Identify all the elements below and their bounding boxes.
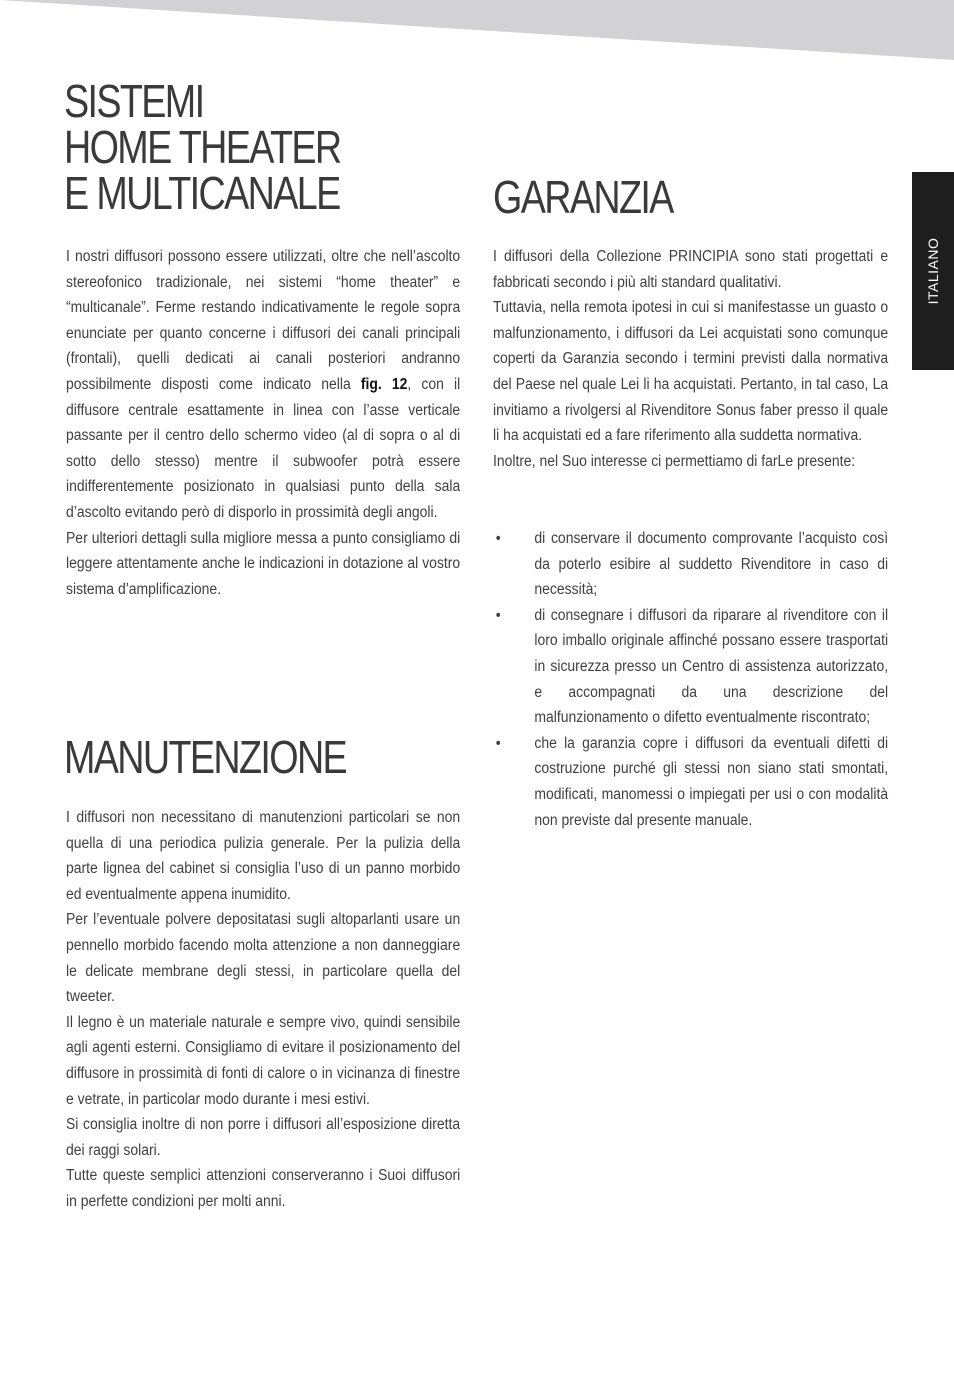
home-theater-body xyxy=(66,244,460,602)
figure-reference: fig. 12 xyxy=(360,375,408,393)
garanzia-paragraph: I diffusori della Collezione PRINCIPIA sono stati progettati e fabbricati secondo i più alti standard qualitativi. xyxy=(493,248,889,291)
language-tab-label: ITALIANO xyxy=(925,237,941,305)
paragraph-text: , con il diffusore centrale esattamente in linea con l’asse verticale passante per il centro dello schermo video (al di sopra o al di sotto dello stesso) mentre il subwoofer potrà essere indifferentemente posizionato in qualsiasi punto della sala d’ascolto evitando però di disporlo in prossimità degli angoli. xyxy=(66,375,461,521)
manutenzione-paragraph: Per l’eventuale polvere depositatasi sugli altoparlanti usare un pennello morbido facendo molta attenzione a non danneggiare le delicate membrane degli stessi, in particolare quella del tweeter. xyxy=(66,911,461,1006)
bullet-icon: • xyxy=(495,606,501,624)
garanzia-paragraph: Inoltre, nel Suo interesse ci permettiamo di farLe presente: xyxy=(493,452,856,470)
manutenzione-paragraph: Tutte queste semplici attenzioni conserveranno i Suoi diffusori in perfette condizioni per molti anni. xyxy=(66,1167,461,1210)
bullet-icon: • xyxy=(495,734,501,752)
manutenzione-paragraph: Si consiglia inoltre di non porre i diffusori all’esposizione diretta dei raggi solari. xyxy=(66,1116,461,1159)
list-item-text: di consegnare i diffusori da riparare al rivenditore con il loro imballo originale affinché possano essere trasportati in sicurezza presso un Centro di assistenza autorizzato, e accompagnati da una descrizione del malfunzionamento o difetto eventualmente riscontrato; xyxy=(534,606,889,727)
home-theater-title-line: E MULTICANALE xyxy=(64,167,340,219)
garanzia-bullet-list xyxy=(493,526,888,833)
home-theater-title-line: HOME THEATER xyxy=(64,121,341,173)
home-theater-title-line: SISTEMI xyxy=(64,75,204,127)
top-decorative-band xyxy=(0,0,954,60)
list-item xyxy=(493,603,888,731)
bullet-icon: • xyxy=(495,530,501,547)
home-theater-title xyxy=(64,75,341,219)
garanzia-body xyxy=(493,244,888,474)
list-item xyxy=(493,526,888,603)
list-item-text: di conservare il documento comprovante l’acquisto così da poterlo esibire al suddetto Rivenditore in caso di necessità; xyxy=(534,530,889,599)
manutenzione-paragraph: Il legno è un materiale naturale e sempre vivo, quindi sensibile agli agenti esterni. Consigliamo di evitare il posizionamento del diffusore in prossimità di fonti di calore o in vicinanza di finestre e vetrate, in particolar modo durante i mesi estivi. xyxy=(66,1013,461,1108)
language-tab xyxy=(912,172,954,370)
home-theater-paragraph xyxy=(66,244,460,526)
manutenzione-paragraph: I diffusori non necessitano di manutenzioni particolari se non quella di una periodica pulizia generale. Per la pulizia della parte lignea del cabinet si consiglia l’uso di un panno morbido ed eventualmente appena inumidito. xyxy=(66,809,461,903)
paragraph-text: I nostri diffusori possono essere utilizzati, oltre che nell’ascolto stereofonico tradizionale, nei sistemi “home theater” e “multicanale”. Ferme restando indicativamente le regole sopra enunciate per quanto concerne i diffusori dei canali principali (frontali), quelli dedicati ai canali posteriori andranno possibilmente disposti come indicato nella xyxy=(66,248,461,393)
garanzia-title: GARANZIA xyxy=(493,171,673,223)
garanzia-paragraph: Tuttavia, nella remota ipotesi in cui si manifestasse un guasto o malfunzionamento, i diffusori da Lei acquistati sono comunque coperti da Garanzia secondo i termini previsti dalla normativa del Paese nel quale Lei li ha acquistati. Pertanto, in tal caso, La invitiamo a rivolgersi al Rivenditore Sonus faber presso il quale li ha acquistati ed a fare riferimento alla suddetta normativa. xyxy=(493,299,889,445)
manutenzione-title: MANUTENZIONE xyxy=(64,731,347,783)
list-item xyxy=(493,731,888,833)
list-item-text: che la garanzia copre i diffusori da eventuali difetti di costruzione purché gli stessi non siano stati smontati, modificati, manomessi o impiegati per usi o con modalità non previste dal presente manuale. xyxy=(534,734,889,829)
manutenzione-body xyxy=(66,805,460,1215)
home-theater-paragraph: Per ulteriori dettagli sulla migliore messa a punto consigliamo di leggere attentamente anche le indicazioni in dotazione al vostro sistema d’amplificazione. xyxy=(66,529,461,598)
